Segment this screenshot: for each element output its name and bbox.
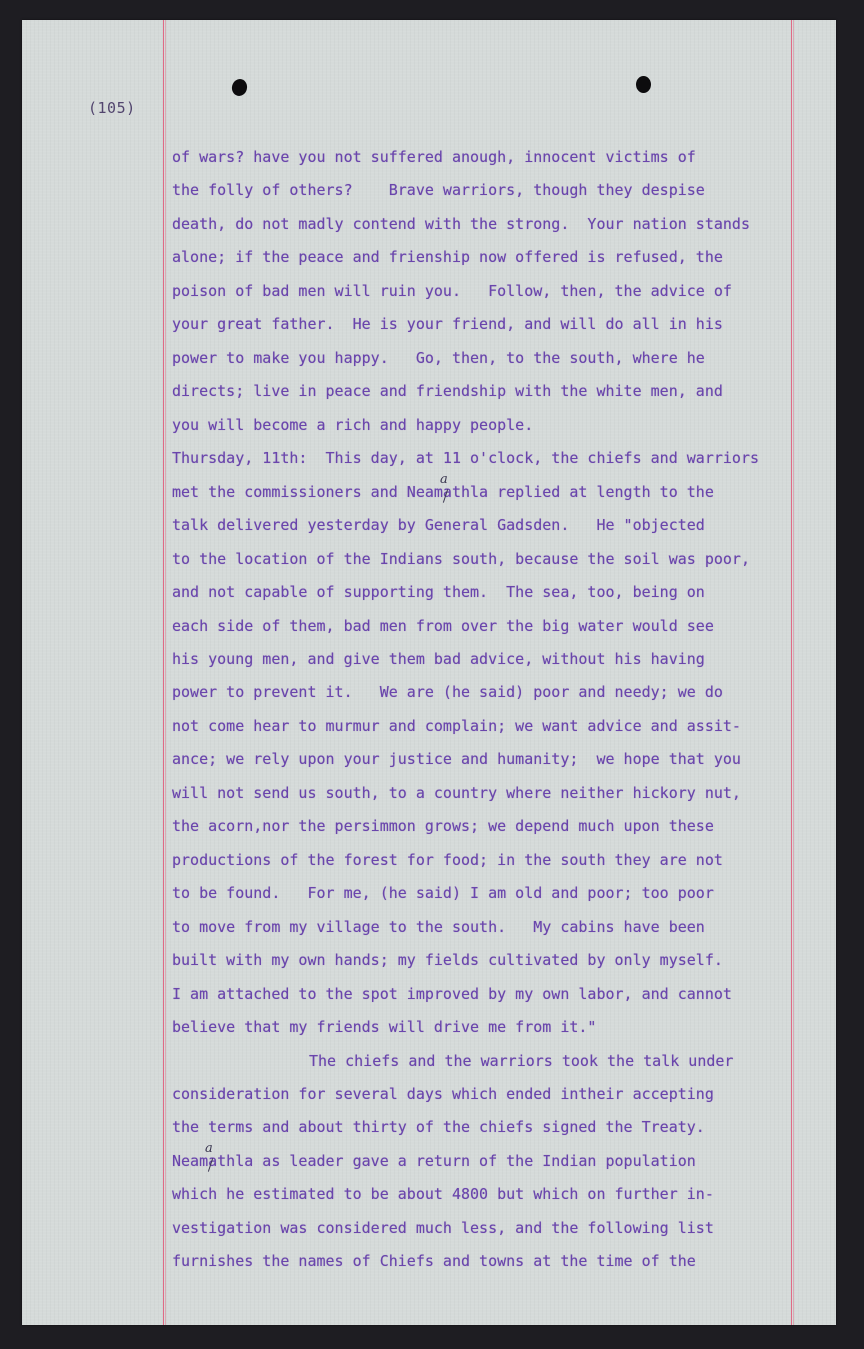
text-line: believe that my friends will drive me from it." <box>172 1018 597 1036</box>
text-line: directs; live in peace and friendship with the white men, and <box>172 382 723 400</box>
text-line: the folly of others? Brave warriors, though they despise <box>172 181 705 199</box>
text-line: furnishes the names of Chiefs and towns at the time of the <box>172 1252 696 1270</box>
text-line: to be found. For me, (he said) I am old and poor; too poor <box>172 884 714 902</box>
document-page <box>22 20 836 1325</box>
text-line: power to prevent it. We are (he said) poor and needy; we do <box>172 683 723 701</box>
text-line: to the location of the Indians south, because the soil was poor, <box>172 550 750 568</box>
text-line: ance; we rely upon your justice and humanity; we hope that you <box>172 750 741 768</box>
text-line: his young men, and give them bad advice, without his having <box>172 650 705 668</box>
text-line: death, do not madly contend with the strong. Your nation stands <box>172 215 750 233</box>
text-line: met the commissioners and Neamathla replied at length to the <box>172 483 714 501</box>
text-line: Thursday, 11th: This day, at 11 o'clock, the chiefs and warriors <box>172 449 759 467</box>
text-line: not come hear to murmur and complain; we want advice and assit- <box>172 717 741 735</box>
text-line: consideration for several days which ended intheir accepting <box>172 1085 714 1103</box>
text-line: Neamathla as leader gave a return of the Indian population <box>172 1152 696 1170</box>
page-number: (105) <box>88 99 136 117</box>
text-line: to move from my village to the south. My cabins have been <box>172 918 705 936</box>
text-line: of wars? have you not suffered anough, innocent victims of <box>172 148 696 166</box>
handwritten-insertion-a: a <box>440 472 448 487</box>
text-line: vestigation was considered much less, and the following list <box>172 1219 714 1237</box>
typed-body-text <box>22 20 836 1325</box>
text-line: and not capable of supporting them. The sea, too, being on <box>172 583 705 601</box>
text-line: you will become a rich and happy people. <box>172 416 534 434</box>
text-line: the terms and about thirty of the chiefs signed the Treaty. <box>172 1118 705 1136</box>
text-line-indented: The chiefs and the warriors took the talk under <box>309 1052 734 1070</box>
text-line: productions of the forest for food; in the south they are not <box>172 851 723 869</box>
text-line: each side of them, bad men from over the big water would see <box>172 617 714 635</box>
text-line: will not send us south, to a country where neither hickory nut, <box>172 784 741 802</box>
text-line: alone; if the peace and frienship now offered is refused, the <box>172 248 723 266</box>
text-line: power to make you happy. Go, then, to the south, where he <box>172 349 705 367</box>
text-line: the acorn,nor the persimmon grows; we depend much upon these <box>172 817 714 835</box>
text-line: built with my own hands; my fields cultivated by only myself. <box>172 951 723 969</box>
text-line: poison of bad men will ruin you. Follow, then, the advice of <box>172 282 732 300</box>
text-line: your great father. He is your friend, and will do all in his <box>172 315 723 333</box>
text-line: I am attached to the spot improved by my own labor, and cannot <box>172 985 732 1003</box>
text-line: talk delivered yesterday by General Gadsden. He "objected <box>172 516 705 534</box>
text-line: which he estimated to be about 4800 but which on further in- <box>172 1185 714 1203</box>
handwritten-insertion-a: a <box>205 1141 213 1156</box>
